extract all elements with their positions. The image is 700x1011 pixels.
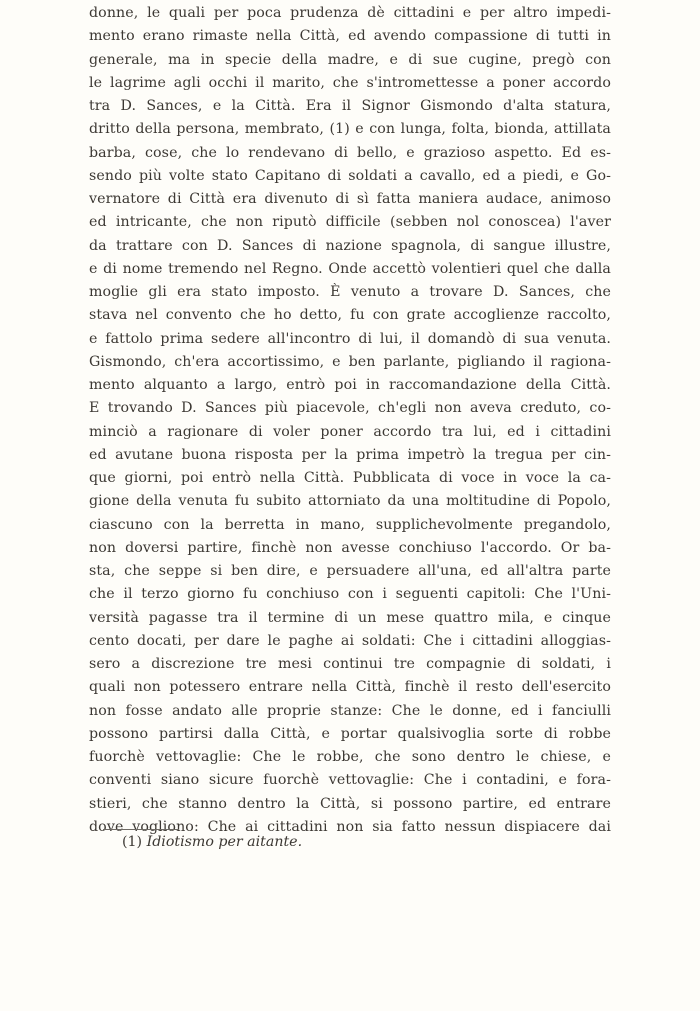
text-line: donne, le quali per poca prudenza dè cittadini e per altro impedi- (89, 5, 611, 21)
text-line: stava nel convento che ho detto, fu con grate accoglienze raccolto, (89, 307, 611, 324)
text-line: minciò a ragionare di voler poner accordo tra lui, ed i cittadini (89, 423, 611, 440)
footnote-text: Idiotismo per aitante. (146, 834, 303, 850)
text-line: conventi siano sicure fuorchè vettovaglie: Che i contadini, e fora- (89, 772, 611, 789)
text-line: Gismondo, ch'era accortissimo, e ben parlante, pigliando il ragiona- (89, 353, 611, 370)
text-line: ciascuno con la berretta in mano, supplichevolmente pregandolo, (89, 516, 611, 533)
footnote (122, 834, 302, 850)
text-line: quali non potessero entrare nella Città, finchè il resto dell'esercito (89, 679, 611, 696)
text-line: le lagrime agli occhi il marito, che s'intromettesse a poner accordo (89, 74, 611, 91)
text-line: barba, cose, che lo rendevano di bello, e grazioso aspetto. Ed es- (89, 144, 611, 161)
text-line: tra D. Sances, e la Città. Era il Signor Gismondo d'alta statura, (89, 98, 611, 114)
text-line: que giorni, poi entrò nella Città. Pubblicata di voce in voce la ca- (89, 470, 611, 486)
text-line: mento alquanto a largo, entrò poi in raccomandazione della Città. (89, 377, 611, 393)
text-line: E trovando D. Sances più piacevole, ch'egli non aveva creduto, co- (89, 400, 611, 417)
text-line: generale, ma in specie della madre, e di sue cugine, pregò con (89, 51, 611, 68)
text-line: ed intricante, che non riputò difficile (sebben nol conoscea) l'aver (89, 214, 611, 231)
text-line: sta, che seppe si ben dire, e persuadere all'una, ed all'altra parte (89, 563, 611, 579)
text-line: da trattare con D. Sances di nazione spagnola, di sangue illustre, (89, 237, 611, 254)
text-line: sendo più volte stato Capitano di soldati a cavallo, ed a piedi, e Go- (89, 167, 611, 184)
text-line: gione della venuta fu subito attorniato da una moltitudine di Popolo, (89, 493, 611, 510)
text-line: possono partirsi dalla Città, e portar qualsivoglia sorte di robbe (89, 725, 611, 742)
text-line: fuorchè vettovaglie: Che le robbe, che sono dentro le chiese, e (89, 749, 611, 765)
body-text (89, 2, 611, 839)
text-line: dritto della persona, membrato, (1) e con lunga, folta, bionda, attillata (89, 121, 611, 138)
text-line: non fosse andato alle proprie stanze: Che le donne, ed i fanciulli (89, 702, 611, 719)
text-line: sero a discrezione tre mesi continui tre compagnie di soldati, i (89, 656, 611, 672)
text-line: cento docati, per dare le paghe ai soldati: Che i cittadini alloggias- (89, 632, 611, 649)
text-line: versità pagasse tra il termine di un mese quattro mila, e cinque (89, 609, 611, 626)
text-line: stieri, che stanno dentro la Città, si possono partire, ed entrare (89, 795, 611, 812)
text-line: moglie gli era stato imposto. È venuto a trovare D. Sances, che (89, 284, 611, 300)
text-line: e fattolo prima sedere all'incontro di lui, il domandò di sua venuta. (89, 330, 611, 347)
text-line: ed avutane buona risposta per la prima impetrò la tregua per cin- (89, 446, 611, 463)
text-line: mento erano rimaste nella Città, ed avendo compassione di tutti in (89, 28, 611, 45)
footnote-separator (103, 829, 179, 830)
text-line: dove vogliono: Che ai cittadini non sia fatto nessun dispiacere dai (89, 818, 611, 835)
text-line: e di nome tremendo nel Regno. Onde accettò volentieri quel che dalla (89, 260, 611, 277)
text-line: che il terzo giorno fu conchiuso con i seguenti capitoli: Che l'Uni- (89, 586, 611, 603)
footnote-marker: (1) (122, 834, 143, 850)
text-line: non doversi partire, finchè non avesse conchiuso l'accordo. Or ba- (89, 539, 611, 556)
text-line: vernatore di Città era divenuto di sì fatta maniera audace, animoso (89, 191, 611, 207)
